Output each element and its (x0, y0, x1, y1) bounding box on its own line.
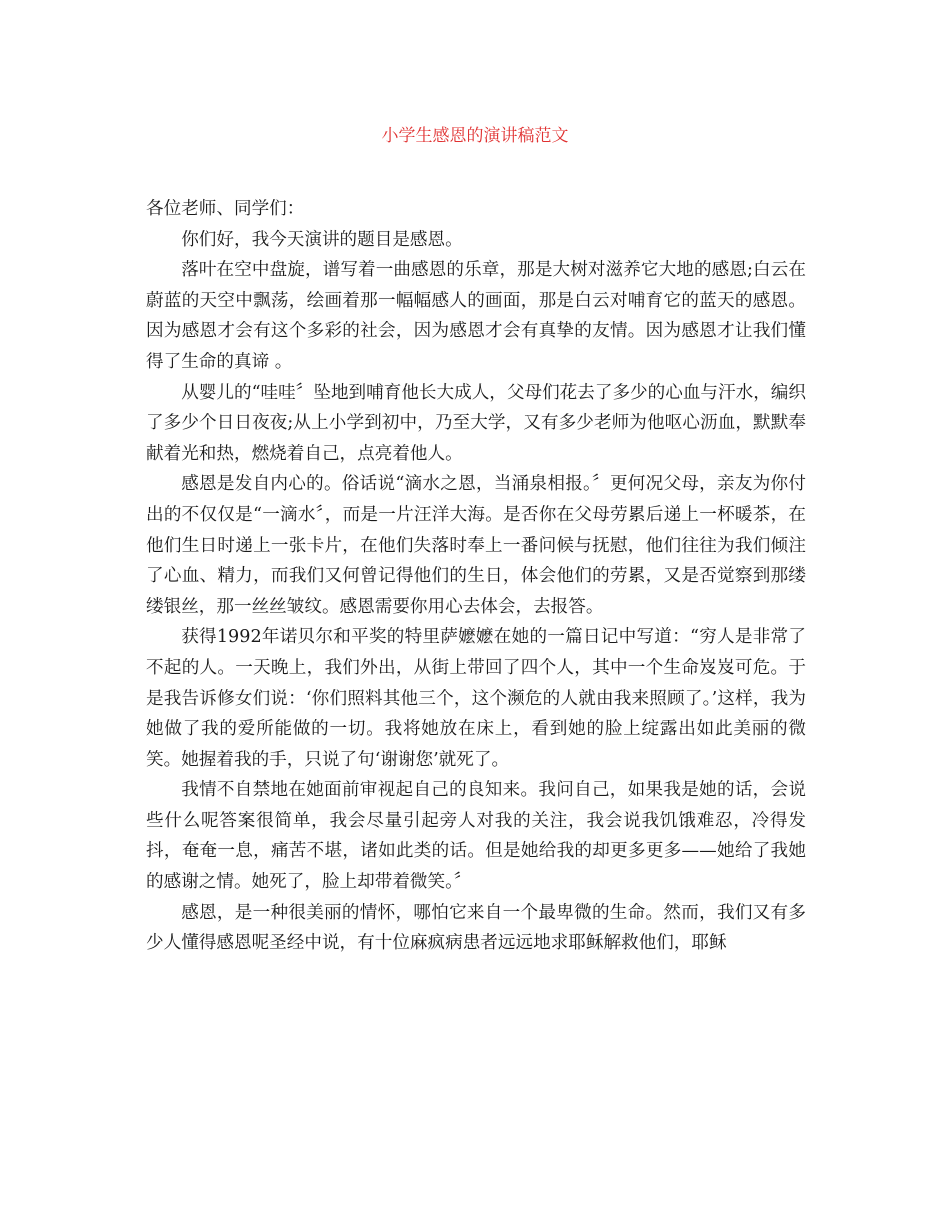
salutation: 各位老师、同学们： (146, 199, 305, 219)
paragraph-parents: 从婴儿的“哇哇〞坠地到哺育他长大成人，父母们花去了多少的心血与汗水，编织了多少个日日夜夜;从上小学到初中，乃至大学，又有多少老师为他呕心沥血，默默奉献着光和热，燃烧着自己，点亮着他人。 (146, 382, 806, 464)
paragraph-bible: 感恩，是一种很美丽的情怀，哪怕它来自一个最卑微的生命。然而，我们又有多少人懂得感恩呢圣经中说，有十位麻疯病患者远远地求耶稣解救他们，耶稣 (146, 902, 806, 954)
paragraph-greeting: 你们好，我今天演讲的题目是感恩。 (181, 229, 463, 250)
paragraph-gratitude: 感恩是发自内心的。俗话说“滴水之恩，当涌泉相报。〞更何况父母，亲友为你付出的不仅仅是“一滴水〞，而是一片汪洋大海。是否你在父母劳累后递上一杯暖茶，在他们生日时递上一张卡片，在他们失落时奉上一番问候与抚慰，他们往往为我们倾注了心血、精力，而我们又何曾记得他们的生日，体会他们的劳累，又是否觉察到那缕缕银丝，那一丝丝皱纹。感恩需要你用心去体会，去报答。 (146, 474, 806, 617)
document-body (146, 194, 806, 959)
paragraph-teresa-diary: 获得1992年诺贝尔和平奖的特里萨嬷嬷在她的一篇日记中写道：“穷人是非常了不起的人。一天晚上，我们外出，从街上带回了四个人，其中一个生命岌岌可危。于是我告诉修女们说：‘你们照料其他三个，这个濒危的人就由我来照顾了。’这样，我为她做了我的爱所能做的一切。我将她放在床上，看到她的脸上绽露出如此美丽的微笑。她握着我的手，只说了句‘谢谢您’就死了。 (146, 627, 806, 770)
paragraph-reflection: 我情不自禁地在她面前审视起自己的良知来。我问自己，如果我是她的话，会说些什么呢答案很简单，我会尽量引起旁人对我的关注，我会说我饥饿难忍，冷得发抖，奄奄一息，痛苦不堪，诸如此类的话。但是她给我的却更多更多——她给了我她的感谢之情。她死了，脸上却带着微笑。〞 (146, 780, 806, 893)
paragraph-nature: 落叶在空中盘旋，谱写着一曲感恩的乐章，那是大树对滋养它大地的感恩;白云在蔚蓝的天空中飘荡，绘画着那一幅幅感人的画面，那是白云对哺育它的蓝天的感恩。因为感恩才会有这个多彩的社会，因为感恩才会有真挚的友情。因为感恩才让我们懂得了生命的真谛 。 (146, 260, 806, 372)
document-title: 小学生感恩的演讲稿范文 (381, 126, 569, 146)
